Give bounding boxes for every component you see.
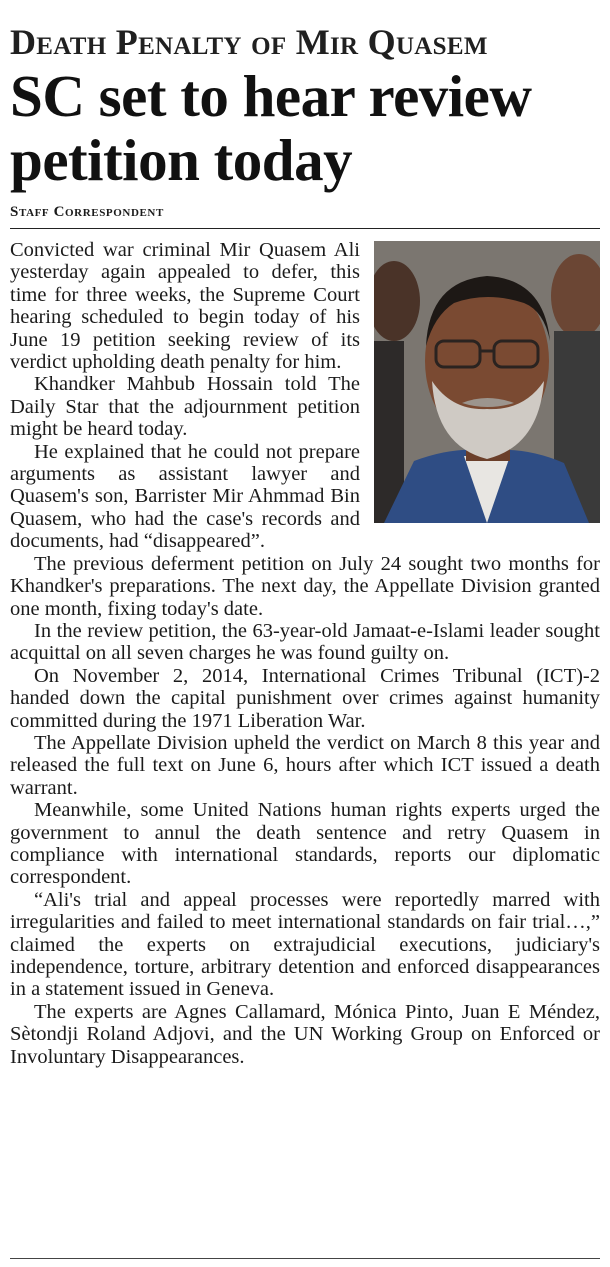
paragraph-3: He explained that he could not prepare arguments as assistant lawyer and Quasem's son, Barrister Mir Ahmmad Bin Quasem, who had the case's records and documents, had “disappeared”. [10, 440, 360, 553]
paragraph-5: In the review petition, the 63-year-old Jamaat-e-Islami leader sought acquittal on all seven charges he was found guilty on. [10, 619, 600, 665]
bottom-divider [10, 1258, 600, 1259]
kicker: Death Penalty of Mir Quasem [10, 22, 488, 62]
byline: Staff Correspondent [10, 204, 164, 220]
paragraph-7: The Appellate Division upheld the verdict on March 8 this year and released the full text on June 6, hours after which ICT issued a death warrant. [10, 731, 600, 799]
paragraph-10: The experts are Agnes Callamard, Mónica Pinto, Juan E Méndez, Sètondji Roland Adjovi, and the UN Working Group on Enforced or Involuntary Disappearances. [10, 1000, 600, 1068]
paragraph-1: Convicted war criminal Mir Quasem Ali yesterday again appealed to defer, this time for three weeks, the Supreme Court hearing scheduled to begin today of his June 19 petition seeking review of its verdict upholding death penalty for him. [10, 239, 360, 374]
paragraph-6: On November 2, 2014, International Crimes Tribunal (ICT)-2 handed down the capital punishment over crimes against humanity committed during the 1971 Liberation War. [10, 664, 600, 732]
portrait-photo-icon [374, 241, 600, 523]
paragraph-4: The previous deferment petition on July 24 sought two months for Khandker's preparations. The next day, the Appellate Division granted one month, fixing today's date. [10, 552, 600, 620]
paragraph-8: Meanwhile, some United Nations human rights experts urged the government to annul the death sentence and retry Quasem in compliance with international standards, reports our diplomatic correspondent. [10, 799, 600, 889]
headline: SC set to hear review petition today [10, 63, 532, 193]
paragraph-9: “Ali's trial and appeal processes were reportedly marred with irregularities and failed to meet international standards on fair trial…,” claimed the experts on extrajudicial executions, judiciary's independence, torture, arbitrary detention and enforced disappearances in a statement issued in Geneva. [10, 888, 600, 1001]
portrait-photo [374, 241, 600, 523]
paragraph-2: Khandker Mahbub Hossain told The Daily Star that the adjournment petition might be heard today. [10, 373, 360, 441]
article-body [10, 239, 600, 1068]
byline-divider [10, 228, 600, 229]
